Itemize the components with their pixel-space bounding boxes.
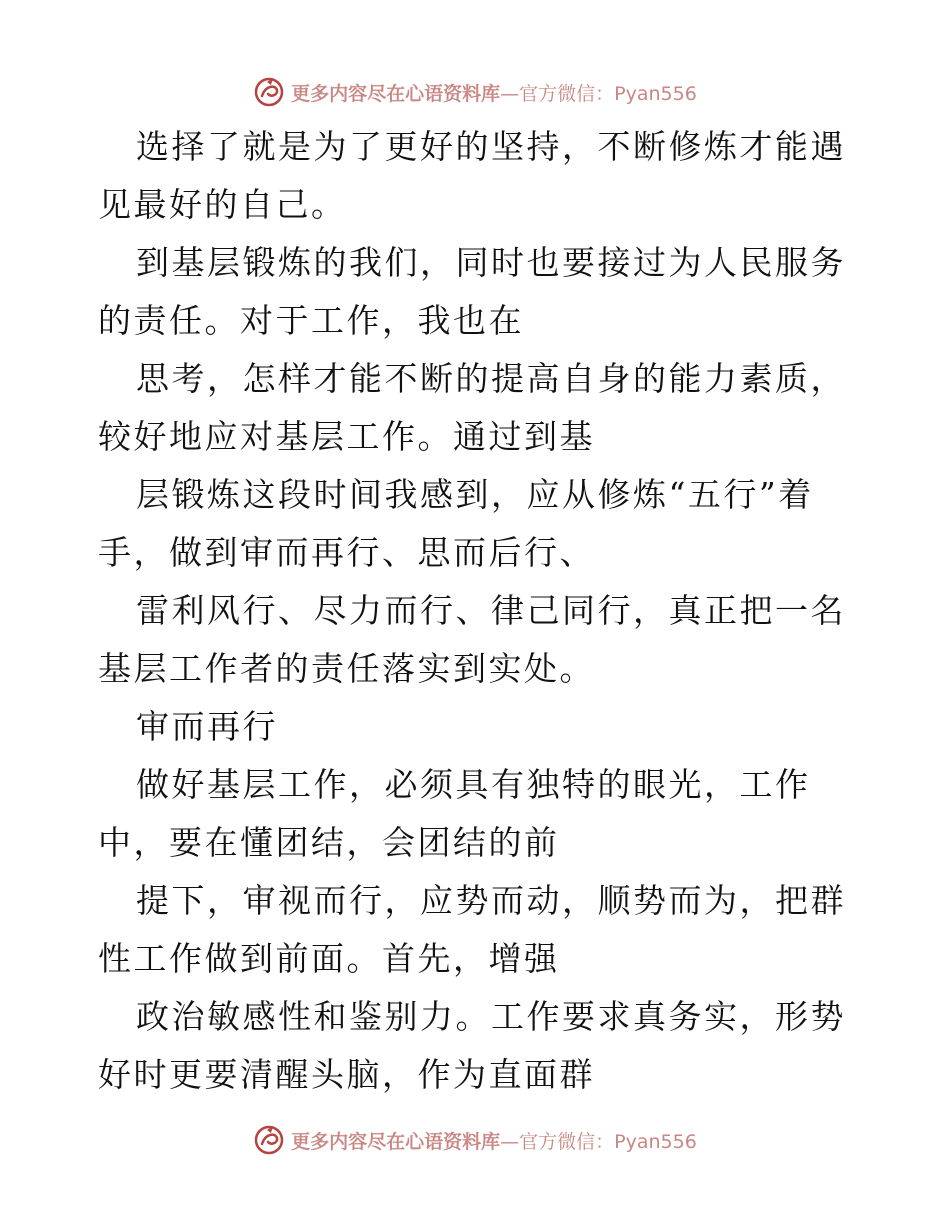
- watermark-text: [291, 79, 697, 106]
- paragraph: 雷利风行、尽力而行、律己同行，真正把一名基层工作者的责任落实到实处。: [98, 591, 846, 688]
- watermark-site: 更多内容尽在心语资料库: [291, 82, 501, 105]
- paragraph: 层锻炼这段时间我感到，应从修炼“五行”着手，做到审而再行、思而后行、: [98, 475, 814, 572]
- header-watermark: [0, 72, 950, 112]
- footer-watermark: [0, 1120, 950, 1160]
- watermark-wechat: 官方微信：Pyan556: [519, 82, 697, 105]
- watermark-separator: —: [500, 82, 520, 105]
- section-heading: 审而再行: [136, 707, 278, 746]
- paragraph: 做好基层工作，必须具有独特的眼光，工作中，要在懂团结，会团结的前: [98, 765, 811, 862]
- paragraph: 思考，怎样才能不断的提高自身的能力素质，较好地应对基层工作。通过到基: [98, 359, 846, 456]
- paragraph: 提下，审视而行，应势而动，顺势而为，把群性工作做到前面。首先，增强: [98, 881, 846, 978]
- paragraph: 选择了就是为了更好的坚持，不断修炼才能遇见最好的自己。: [98, 127, 846, 224]
- paragraph: 政治敏感性和鉴别力。工作要求真务实，形势好时更要清醒头脑，作为直面群: [98, 997, 846, 1094]
- watermark-wechat: 官方微信：Pyan556: [519, 1130, 697, 1153]
- watermark-site: 更多内容尽在心语资料库: [291, 1130, 501, 1153]
- swirl-logo-icon: [253, 1124, 285, 1156]
- swirl-logo-icon: [253, 76, 285, 108]
- watermark-separator: —: [500, 1130, 520, 1153]
- paragraph: 到基层锻炼的我们，同时也要接过为人民服务的责任。对于工作，我也在: [98, 243, 846, 340]
- document-body: [98, 118, 858, 1104]
- watermark-text: [291, 1127, 697, 1154]
